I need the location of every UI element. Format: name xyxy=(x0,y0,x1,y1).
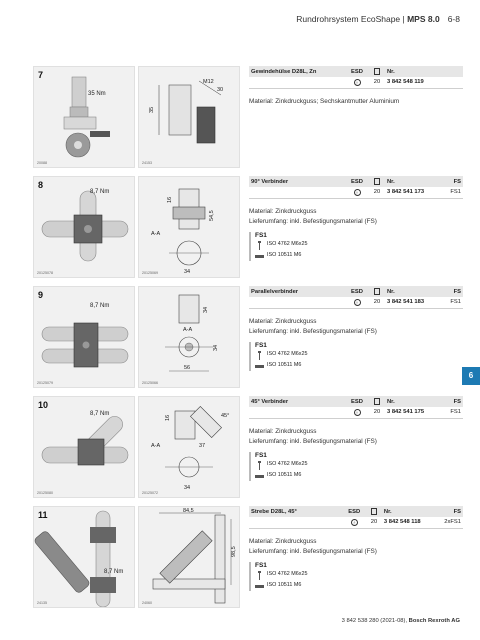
package-icon xyxy=(374,288,380,295)
product-photo xyxy=(33,396,135,498)
product-photo xyxy=(33,66,135,168)
col-nr: Nr. xyxy=(382,506,442,517)
material-text xyxy=(249,537,463,557)
fastening-item: ISO 4762 M6x25 xyxy=(267,240,308,247)
col-fs: FS xyxy=(447,286,463,297)
col-fs: FS xyxy=(447,176,463,187)
product-info xyxy=(249,286,463,371)
figure-number: 7 xyxy=(38,70,44,80)
dim-label: 37 xyxy=(199,443,206,449)
fastening-title: FS1 xyxy=(255,231,267,239)
quantity: 20 xyxy=(369,407,385,418)
figure-number: 10 xyxy=(38,400,49,410)
fastening-title: FS1 xyxy=(255,561,267,569)
scope-line: Lieferumfang: inkl. Befestigungsmaterial (FS) xyxy=(249,327,377,335)
product-row-9 xyxy=(33,286,463,388)
chapter-tab[interactable]: 6 xyxy=(462,367,480,385)
quantity: 20 xyxy=(366,517,382,528)
quantity: 20 xyxy=(369,297,385,308)
screw-icon xyxy=(255,241,264,250)
fastening-item: ISO 10511 M6 xyxy=(267,361,302,368)
material-text xyxy=(249,317,463,337)
product-row-8 xyxy=(33,176,463,278)
package-icon xyxy=(374,398,380,405)
col-nr: Nr. xyxy=(385,66,447,77)
col-esd: ESD xyxy=(345,286,369,297)
dim-label: 34 xyxy=(184,485,191,491)
col-esd: ESD xyxy=(342,506,366,517)
technical-drawing xyxy=(138,506,240,608)
drawing-code: 20125066 xyxy=(142,381,158,385)
material-text: Material: Zinkdruckguss; Sechskantmutter Aluminium xyxy=(249,97,400,105)
dim-label: 34 xyxy=(213,344,219,351)
torque-label: 8,7 Nm xyxy=(90,411,110,417)
dim-label: 54,5 xyxy=(209,210,215,221)
col-nr: Nr. xyxy=(385,176,447,187)
dim-label: 98,5 xyxy=(231,546,237,557)
image-code: 20125078 xyxy=(37,271,53,275)
package-icon xyxy=(374,68,380,75)
fs-value: FS1 xyxy=(447,297,463,308)
material-line: Material: Zinkdruckguss xyxy=(249,427,317,435)
material-line: Material: Zinkdruckguss xyxy=(249,537,317,545)
dim-label: 30 xyxy=(217,87,224,93)
fastening-item: ISO 10511 M6 xyxy=(267,581,302,588)
product-photo xyxy=(33,286,135,388)
screw-icon xyxy=(255,461,264,470)
technical-drawing xyxy=(138,286,240,388)
image-code: 20125080 xyxy=(37,491,53,495)
product-table xyxy=(249,286,463,309)
col-esd: ESD xyxy=(345,396,369,407)
fastening-kit xyxy=(249,452,319,481)
dim-label: 45° xyxy=(221,413,230,419)
quantity: 20 xyxy=(369,77,385,88)
fastening-item: ISO 4762 M6x25 xyxy=(267,460,308,467)
company-name: Bosch Rexroth AG xyxy=(408,618,460,624)
nut-icon xyxy=(255,362,264,371)
dim-label: 16 xyxy=(165,414,171,421)
technical-drawing xyxy=(138,66,240,168)
product-name: Strebe D28L, 45° xyxy=(249,506,342,517)
col-fs: FS xyxy=(447,396,463,407)
nut-icon xyxy=(255,472,264,481)
torque-label: 8,7 Nm xyxy=(104,569,124,575)
product-info xyxy=(249,396,463,481)
header-product: MPS 8.0 xyxy=(407,14,440,24)
product-name: Parallelverbinder xyxy=(249,286,345,297)
page-footer xyxy=(342,618,460,624)
header-title: Rundrohrsystem EcoShape | xyxy=(296,14,408,24)
fastening-item: ISO 10511 M6 xyxy=(267,471,302,478)
dim-label: A-A xyxy=(151,231,161,237)
nut-icon xyxy=(255,582,264,591)
product-photo xyxy=(33,176,135,278)
part-number[interactable]: 3 842 541 183 xyxy=(385,297,447,308)
figure-number: 9 xyxy=(38,290,44,300)
product-table xyxy=(249,506,463,529)
fastening-kit xyxy=(249,562,319,591)
esd-icon: ⏚ xyxy=(355,299,359,305)
product-photo xyxy=(33,506,135,608)
material-text xyxy=(249,427,463,447)
drawing-code: 20125069 xyxy=(142,271,158,275)
part-number[interactable]: 3 842 548 119 xyxy=(385,77,447,88)
image-code: 20088 xyxy=(37,161,47,165)
drawing-code: 24060 xyxy=(142,601,152,605)
esd-icon: ⏚ xyxy=(355,189,359,195)
fastening-item: ISO 4762 M6x25 xyxy=(267,570,308,577)
scope-line: Lieferumfang: inkl. Befestigungsmaterial (FS) xyxy=(249,437,377,445)
dim-label: 84,5 xyxy=(183,508,194,514)
image-code: 24135 xyxy=(37,601,47,605)
product-row-11 xyxy=(33,506,463,608)
material-line: Material: Zinkdruckguss xyxy=(249,207,317,215)
dim-label: A-A xyxy=(183,327,193,333)
fastening-title: FS1 xyxy=(255,341,267,349)
fastening-item: ISO 10511 M6 xyxy=(267,251,302,258)
product-row-10 xyxy=(33,396,463,498)
package-icon xyxy=(374,178,380,185)
product-info xyxy=(249,66,463,107)
material-line: Material: Zinkdruckguss xyxy=(249,317,317,325)
product-table xyxy=(249,396,463,419)
screw-icon xyxy=(255,351,264,360)
page-number: 6-8 xyxy=(447,14,460,24)
torque-label: 35 Nm xyxy=(88,91,106,97)
torque-label: 8,7 Nm xyxy=(90,189,110,195)
quantity: 20 xyxy=(369,187,385,198)
scope-line: Lieferumfang: inkl. Befestigungsmaterial (FS) xyxy=(249,217,377,225)
product-info xyxy=(249,506,463,591)
col-esd: ESD xyxy=(345,176,369,187)
col-fs: FS xyxy=(442,506,463,517)
fs-value: 2xFS1 xyxy=(442,517,463,528)
figure-number: 11 xyxy=(38,510,48,520)
col-esd: ESD xyxy=(345,66,369,77)
dim-label: 35 xyxy=(149,106,155,113)
part-number[interactable]: 3 842 541 175 xyxy=(385,407,447,418)
fastening-kit xyxy=(249,232,319,261)
drawing-code: 24153 xyxy=(142,161,152,165)
fs-value: FS1 xyxy=(447,187,463,198)
fs-value: FS1 xyxy=(447,407,463,418)
doc-number: 3 842 538 280 (2021-08), xyxy=(341,618,409,624)
drawing-code: 20125072 xyxy=(142,491,158,495)
product-name: 90° Verbinder xyxy=(249,176,345,187)
esd-icon: ⏚ xyxy=(355,409,359,415)
part-number[interactable]: 3 842 548 118 xyxy=(382,517,442,528)
dim-label: 34 xyxy=(184,269,191,275)
product-table xyxy=(249,176,463,199)
screw-icon xyxy=(255,571,264,580)
technical-drawing xyxy=(138,396,240,498)
dim-label: 56 xyxy=(184,365,191,371)
material-text xyxy=(249,207,463,227)
dim-label: M12 xyxy=(203,79,214,85)
product-info xyxy=(249,176,463,261)
figure-number: 8 xyxy=(38,180,44,190)
technical-drawing xyxy=(138,176,240,278)
product-row-7 xyxy=(33,66,463,168)
col-nr: Nr. xyxy=(385,286,447,297)
scope-line: Lieferumfang: inkl. Befestigungsmaterial (FS) xyxy=(249,547,377,555)
product-name: Gewindehülse D28L, Zn xyxy=(249,66,345,77)
nut-icon xyxy=(255,252,264,261)
esd-icon: ⏚ xyxy=(355,79,359,85)
dim-label: A-A xyxy=(151,443,161,449)
fastening-kit xyxy=(249,342,319,371)
package-icon xyxy=(371,508,377,515)
page-header xyxy=(296,14,460,24)
fastening-title: FS1 xyxy=(255,451,267,459)
product-name: 45° Verbinder xyxy=(249,396,345,407)
torque-label: 8,7 Nm xyxy=(90,303,110,309)
col-nr: Nr. xyxy=(385,396,447,407)
fastening-item: ISO 4762 M6x25 xyxy=(267,350,308,357)
image-code: 20125079 xyxy=(37,381,53,385)
part-number[interactable]: 3 842 541 173 xyxy=(385,187,447,198)
dim-label: 34 xyxy=(203,306,209,313)
dim-label: 16 xyxy=(167,196,173,203)
product-table xyxy=(249,66,463,89)
esd-icon: ⏚ xyxy=(352,519,357,525)
